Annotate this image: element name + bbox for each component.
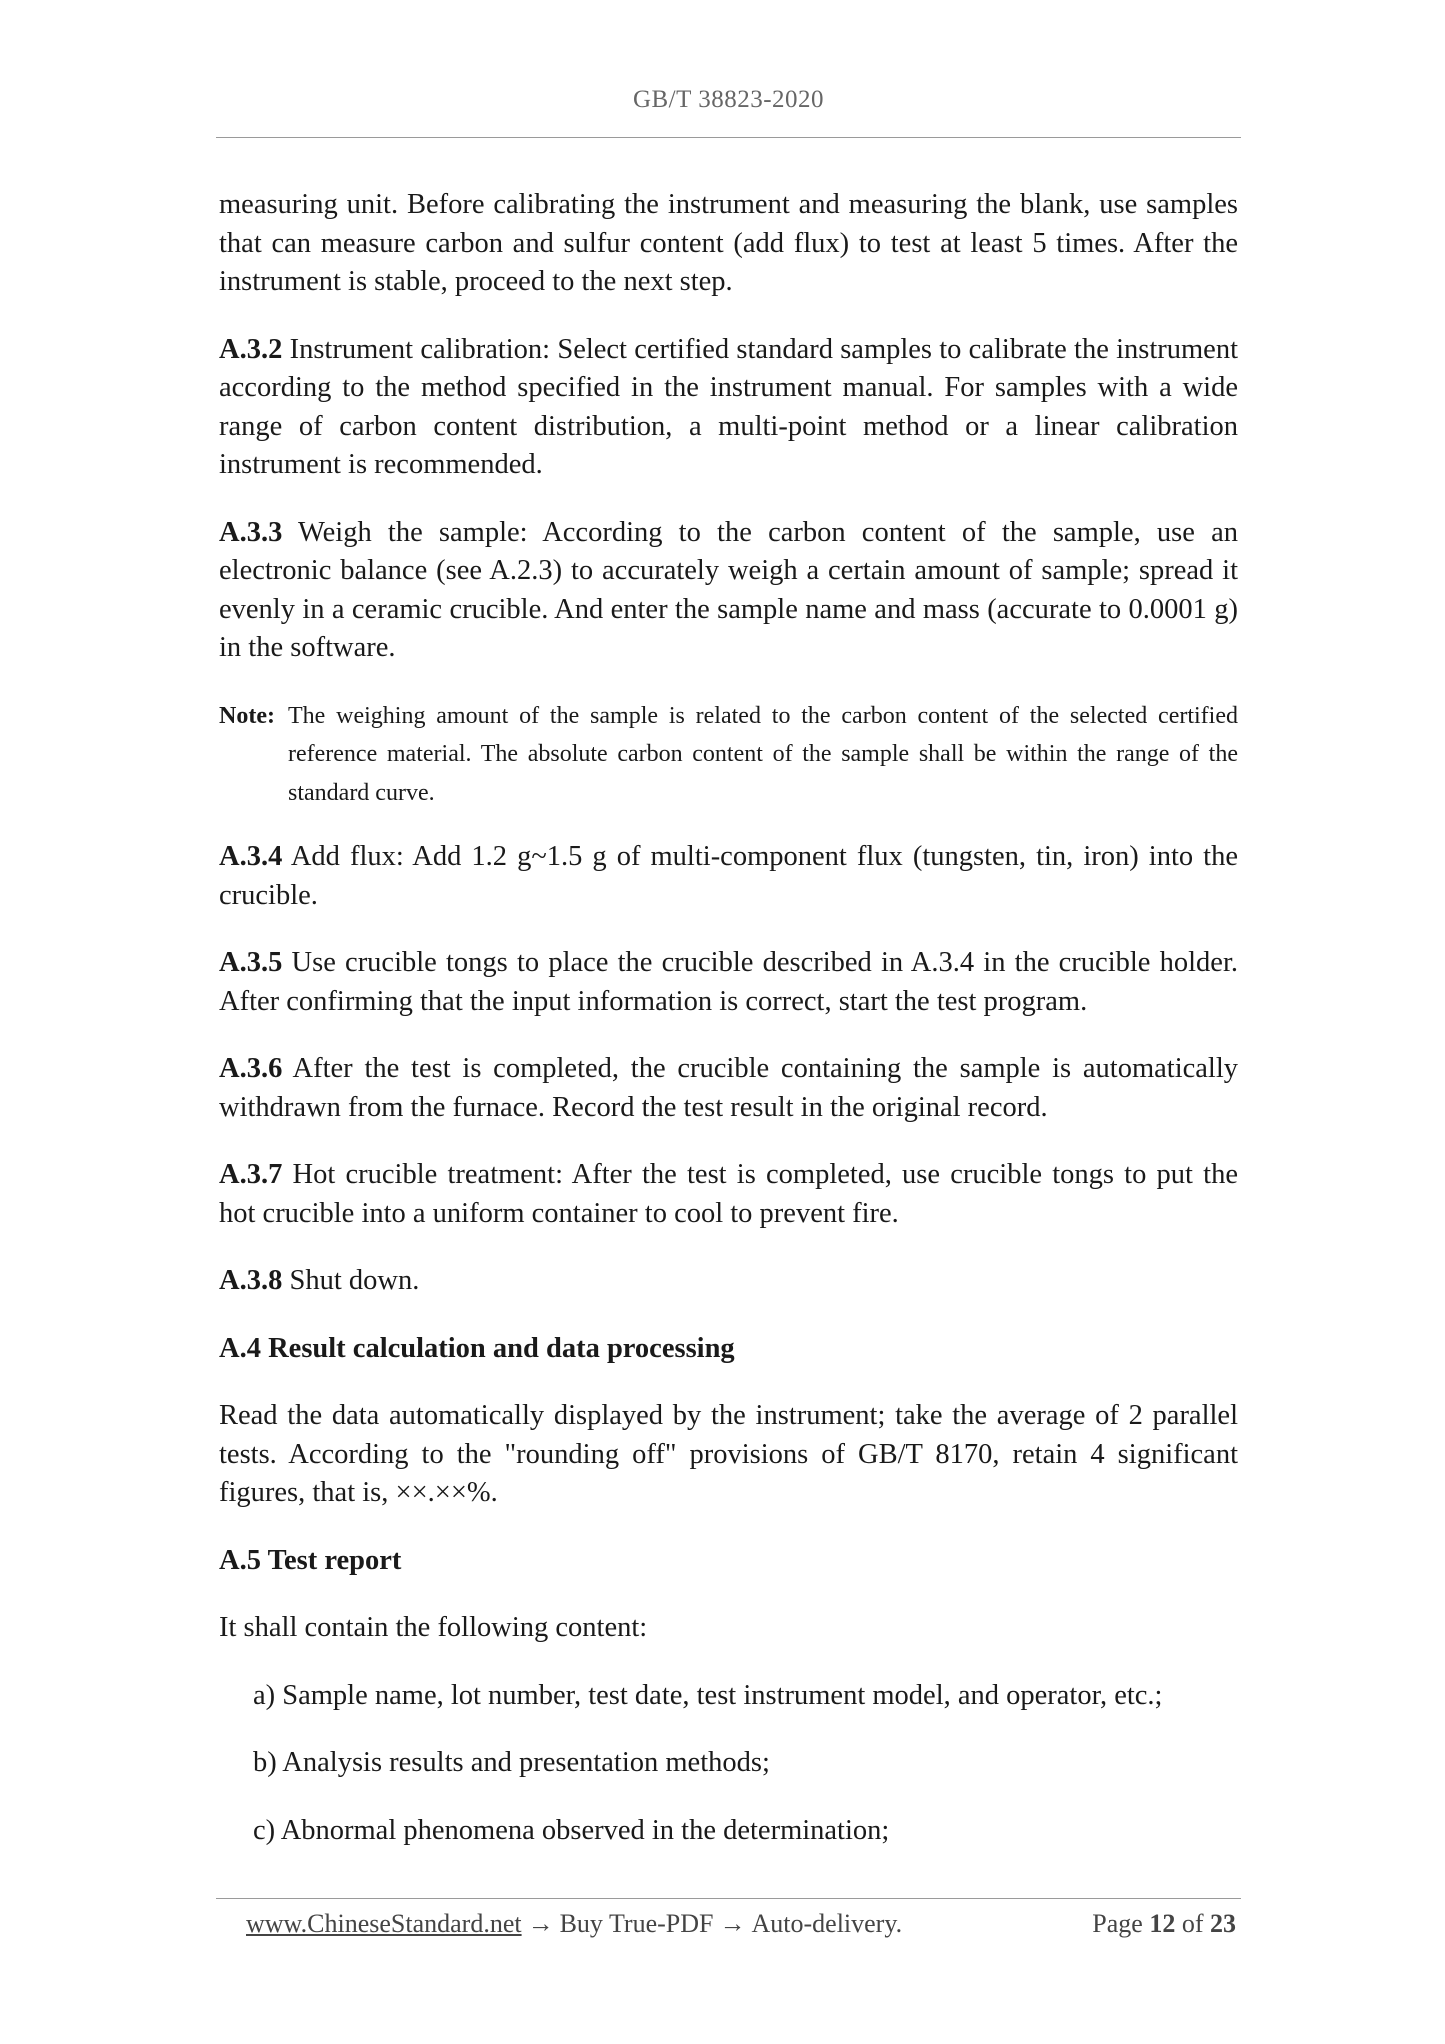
clause-a32	[219, 331, 1238, 485]
note-text: The weighing amount of the sample is related to the carbon content of the selected certified reference material. The absolute carbon content of the sample shall be within the range of the standard curve.	[288, 702, 1238, 806]
clause-text: Weigh the sample: According to the carbon content of the sample, use an electronic balance (see A.2.3) to accurately weigh a certain amount of sample; spread it evenly in a ceramic crucible. And enter the sample name and mass (accurate to 0.0001 g) in the software.	[219, 516, 1238, 663]
clause-a33	[219, 514, 1238, 668]
list-item: b) Analysis results and presentation methods;	[253, 1747, 770, 1778]
clause-number: A.3.4	[219, 841, 283, 872]
arrow-right-icon: →	[527, 1909, 554, 1938]
page-header: GB/T 38823-2020	[632, 86, 825, 113]
arrow-right-icon: →	[719, 1909, 746, 1938]
document-body	[219, 186, 1238, 1879]
clause-number: A.3.3	[219, 516, 283, 548]
clause-text: Shut down.	[282, 1265, 420, 1296]
site-link[interactable]: www.ChineseStandard.net	[246, 1909, 522, 1938]
current-page: 12	[1149, 1909, 1176, 1938]
buy-text: Buy True-PDF	[559, 1909, 714, 1938]
clause-number: A.3.6	[219, 1053, 283, 1084]
clause-number: A.3.7	[219, 1159, 283, 1190]
clause-number: A.3.2	[219, 333, 283, 365]
a4-paragraph: Read the data automatically displayed by the instrument; take the average of 2 parallel tests. According to the "rounding off" provisions of GB/T 8170, retain 4 significant figures, that is, ××.××%.	[219, 1400, 1238, 1508]
footer-promo	[246, 1904, 902, 1944]
clause-a34	[219, 838, 1238, 915]
clause-text: Use crucible tongs to place the crucible described in A.3.4 in the crucible holder. After confirming that the input information is correct, start the test program.	[219, 947, 1238, 1017]
page-word: Page	[1092, 1909, 1143, 1938]
clause-a36	[219, 1050, 1238, 1127]
clause-a38	[219, 1262, 1238, 1301]
clause-text: Instrument calibration: Select certified standard samples to calibrate the instrument according to the method specified in the instrument manual. For samples with a wide range of carbon content distribution, a multi-point method or a linear calibration instrument is recommended.	[219, 333, 1238, 480]
clause-number: A.3.8	[219, 1265, 283, 1296]
header-divider	[216, 137, 1241, 138]
note-label: Note:	[219, 702, 275, 729]
delivery-text: Auto-delivery.	[751, 1909, 903, 1938]
clause-number: A.3.5	[219, 947, 283, 978]
list-item: a) Sample name, lot number, test date, test instrument model, and operator, etc.;	[253, 1679, 1163, 1711]
a5-paragraph: It shall contain the following content:	[219, 1612, 648, 1643]
footer-divider	[216, 1898, 1241, 1899]
page-number	[1092, 1904, 1236, 1944]
intro-paragraph: measuring unit. Before calibrating the instrument and measuring the blank, use samples that can measure carbon and sulfur content (add flux) to test at least 5 times. After the instrument is stable, proceed to the next step.	[219, 189, 1238, 297]
list-item: c) Abnormal phenomena observed in the determination;	[253, 1814, 890, 1846]
clause-a35	[219, 944, 1238, 1021]
section-heading-a4: A.4 Result calculation and data processing	[219, 1332, 735, 1364]
note-block	[219, 697, 1238, 813]
page-footer	[246, 1904, 1236, 1944]
clause-text: Add flux: Add 1.2 g~1.5 g of multi-component flux (tungsten, tin, iron) into the crucible.	[219, 841, 1238, 911]
clause-text: After the test is completed, the crucible containing the sample is automatically withdrawn from the furnace. Record the test result in the original record.	[219, 1053, 1238, 1123]
clause-text: Hot crucible treatment: After the test is completed, use crucible tongs to put the hot crucible into a uniform container to cool to prevent fire.	[219, 1159, 1238, 1229]
clause-a37	[219, 1156, 1238, 1233]
of-word: of	[1181, 1909, 1204, 1938]
total-pages: 23	[1210, 1909, 1236, 1938]
section-heading-a5: A.5 Test report	[219, 1544, 402, 1576]
